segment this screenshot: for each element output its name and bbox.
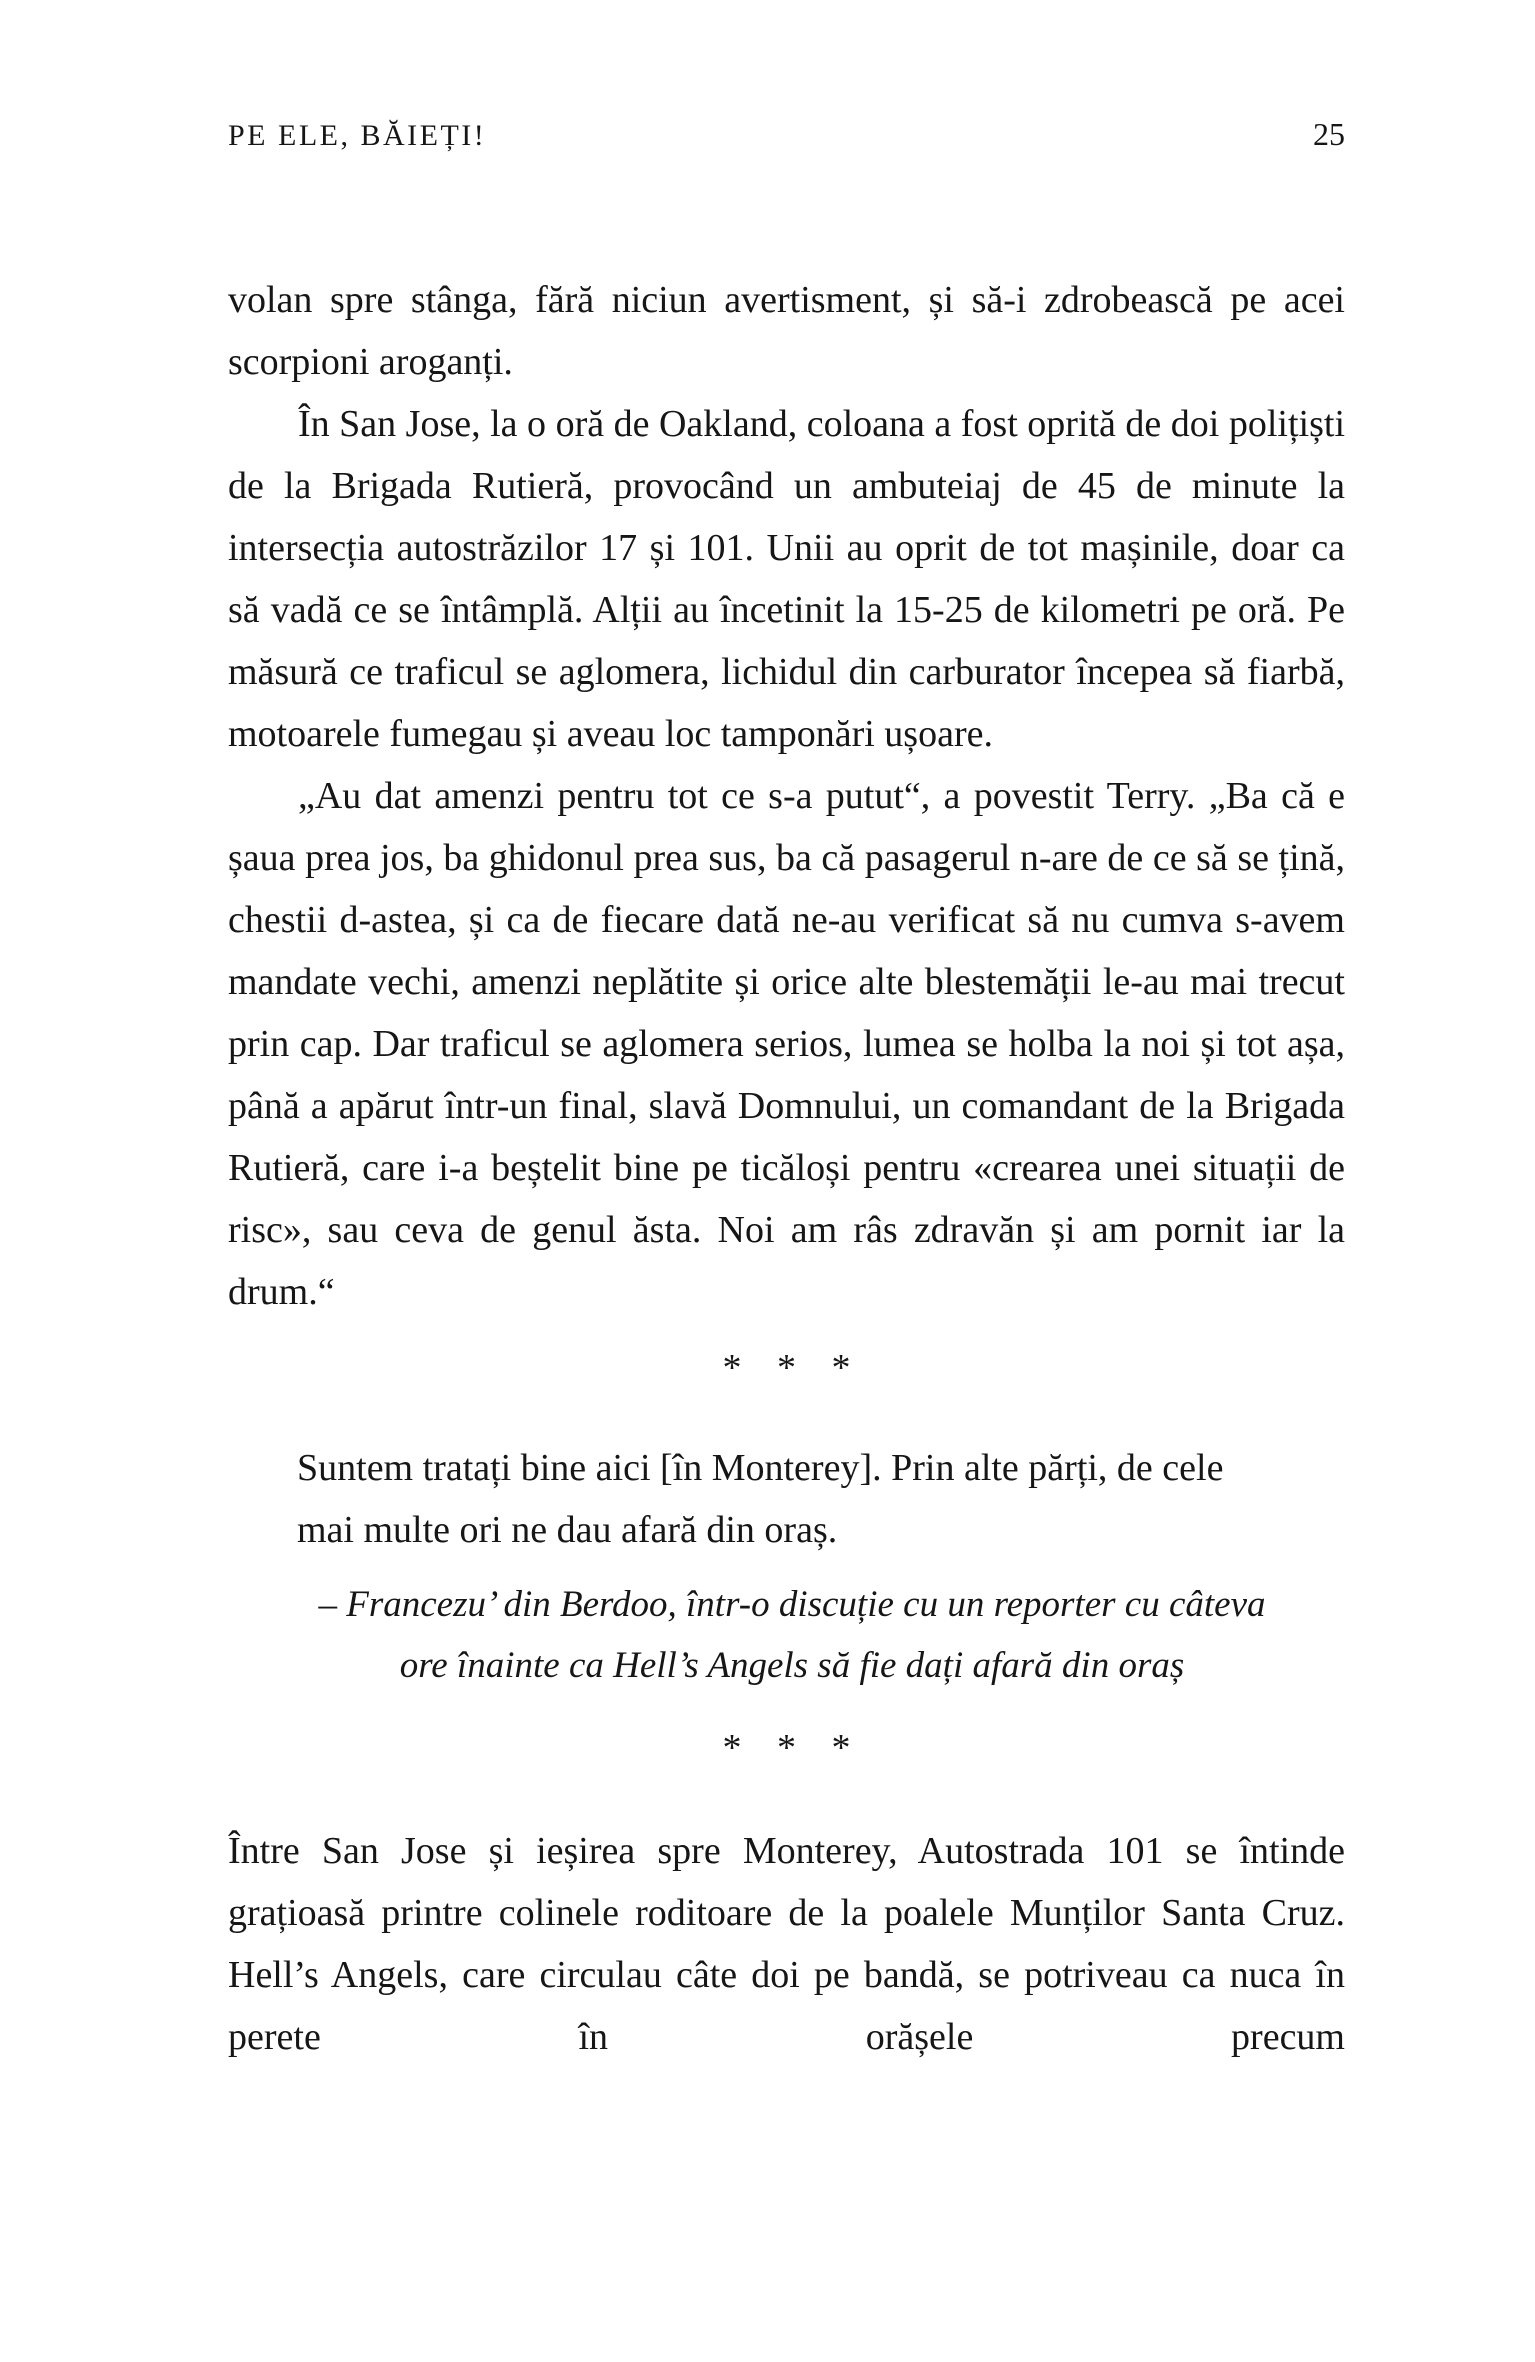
running-title: PE ELE, BĂIEȚI! [228, 119, 487, 152]
paragraph: „Au dat amenzi pentru tot ce s-a putut“, a povestit Terry. „Ba că e șaua prea jos, ba ghidonul prea sus, ba că pasagerul n-are de ce să se țină, chestii d-astea, și ca de fiecare dată ne-au verificat să nu cumva s-avem mandate vechi, amenzi neplătite și orice alte blestemății le-au mai trecut prin cap. Dar traficul se aglomera serios, lumea se holba la noi și tot așa, până a apărut într-un final, slavă Domnului, un comandant de la Brigada Rutieră, care i-a beștelit bine pe ticăloși pentru «crearea unei situații de risc», sau ceva de genul ăsta. Noi am râs zdravăn și am pornit iar la drum.“ [228, 775, 1345, 1313]
quote-attribution: – Francezu’ din Berdoo, într-o discuție cu un reporter cu câteva ore înainte ca Hell’s Angels să fie dați afară din oraș [318, 1584, 1266, 1686]
paragraph: Între San Jose și ieșirea spre Monterey, Autostrada 101 se întinde grațioasă printre colinele roditoare de la poalele Munților Santa Cruz. Hell’s Angels, care circulau câte doi pe bandă, se potriveau ca nuca în perete în orășele precum [228, 1830, 1345, 2058]
block-quote: Suntem tratați bine aici [în Monterey]. Prin alte părți, de cele mai multe ori ne dau afară din oraș. [297, 1447, 1224, 1551]
paragraph: În San Jose, la o oră de Oakland, coloana a fost oprită de doi polițiști de la Brigada Rutieră, provocând un ambuteiaj de 45 de minute la intersecția autostrăzilor 17 și 101. Unii au oprit de tot mașinile, doar ca să vadă ce se întâmplă. Alții au încetinit la 15-25 de kilometri pe oră. Pe măsură ce traficul se aglomera, lichidul din carburator începea să fiarbă, motoarele fumegau și aveau loc tamponări ușoare. [228, 403, 1345, 755]
section-separator: * * * [722, 1347, 851, 1389]
page-number: 25 [1313, 116, 1345, 152]
paragraph-continuation: volan spre stânga, fără niciun avertisment, și să-i zdrobească pe acei scorpioni aroganți. [228, 279, 1345, 383]
page-body [228, 269, 1345, 2068]
section-separator: * * * [722, 1727, 851, 1769]
page-header [228, 116, 1345, 153]
